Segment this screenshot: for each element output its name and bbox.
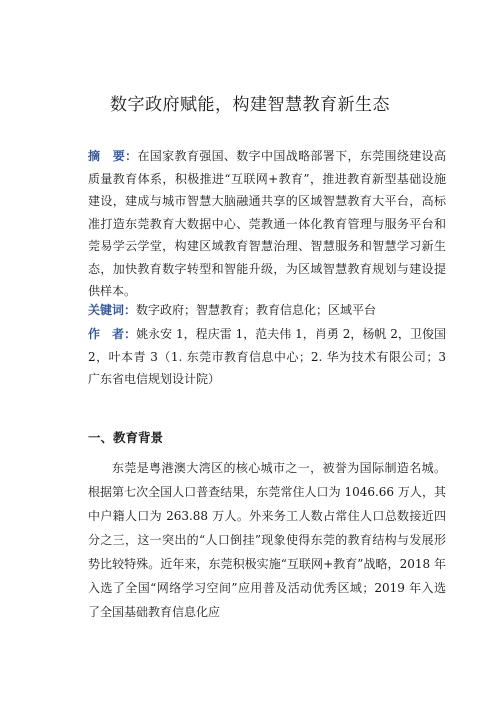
paper-title: 数字政府赋能，构建智慧教育新生态 — [110, 95, 390, 115]
keywords-label: 关键词： — [88, 303, 137, 317]
body-paragraph: 东莞是粤港澳大湾区的核心城市之一，被誉为国际制造名城。根据第七次全国人口普查结果，东莞常住人口为 1046.66 万人，其中户籍人口为 263.88 万人。外来务工人数占常住人口总数接近四分之三，这一突出的“人口倒挂”现象使得东莞的教育结构与发展形势比较特殊。近年来，东莞积极实施“互联网+教育”战略，2018 年入选了全国“网络学习空间”应用普及活动优秀区域；2019 年入选了全国基础教育信息化应 — [88, 461, 446, 619]
keywords-line — [88, 299, 446, 322]
authors-text: 姚永安 1，程庆雷 1，范夫伟 1，肖勇 2，杨帆 2，卫俊国 2，叶本青 3（1. 东莞市教育信息中心；2. 华为技术有限公司；3 广东省电信规划设计院） — [88, 327, 446, 386]
authors-label: 作 者： — [88, 327, 137, 341]
authors-paragraph — [88, 323, 446, 391]
keywords-text: 数字政府；智慧教育；教育信息化；区域平台 — [136, 303, 377, 317]
section-heading: 一、教育背景 — [88, 430, 164, 445]
abstract-label: 摘 要： — [88, 149, 138, 163]
abstract-text: 在国家教育强国、数字中国战略部署下，东莞围绕建设高质量教育体系，积极推进“互联网+教育”，推进教育新型基础设施建设，建成与城市智慧大脑融通共享的区域智慧教育大平台，高标准打造东莞教育大数据中心、莞教通一体化教育管理与服务平台和莞易学云学堂，构建区域教育智慧治理、智慧服务和智慧学习新生态，加快教育数字转型和智能升级，为区域智慧教育规划与建设提供样本。 — [88, 149, 446, 298]
abstract-paragraph — [88, 145, 446, 303]
